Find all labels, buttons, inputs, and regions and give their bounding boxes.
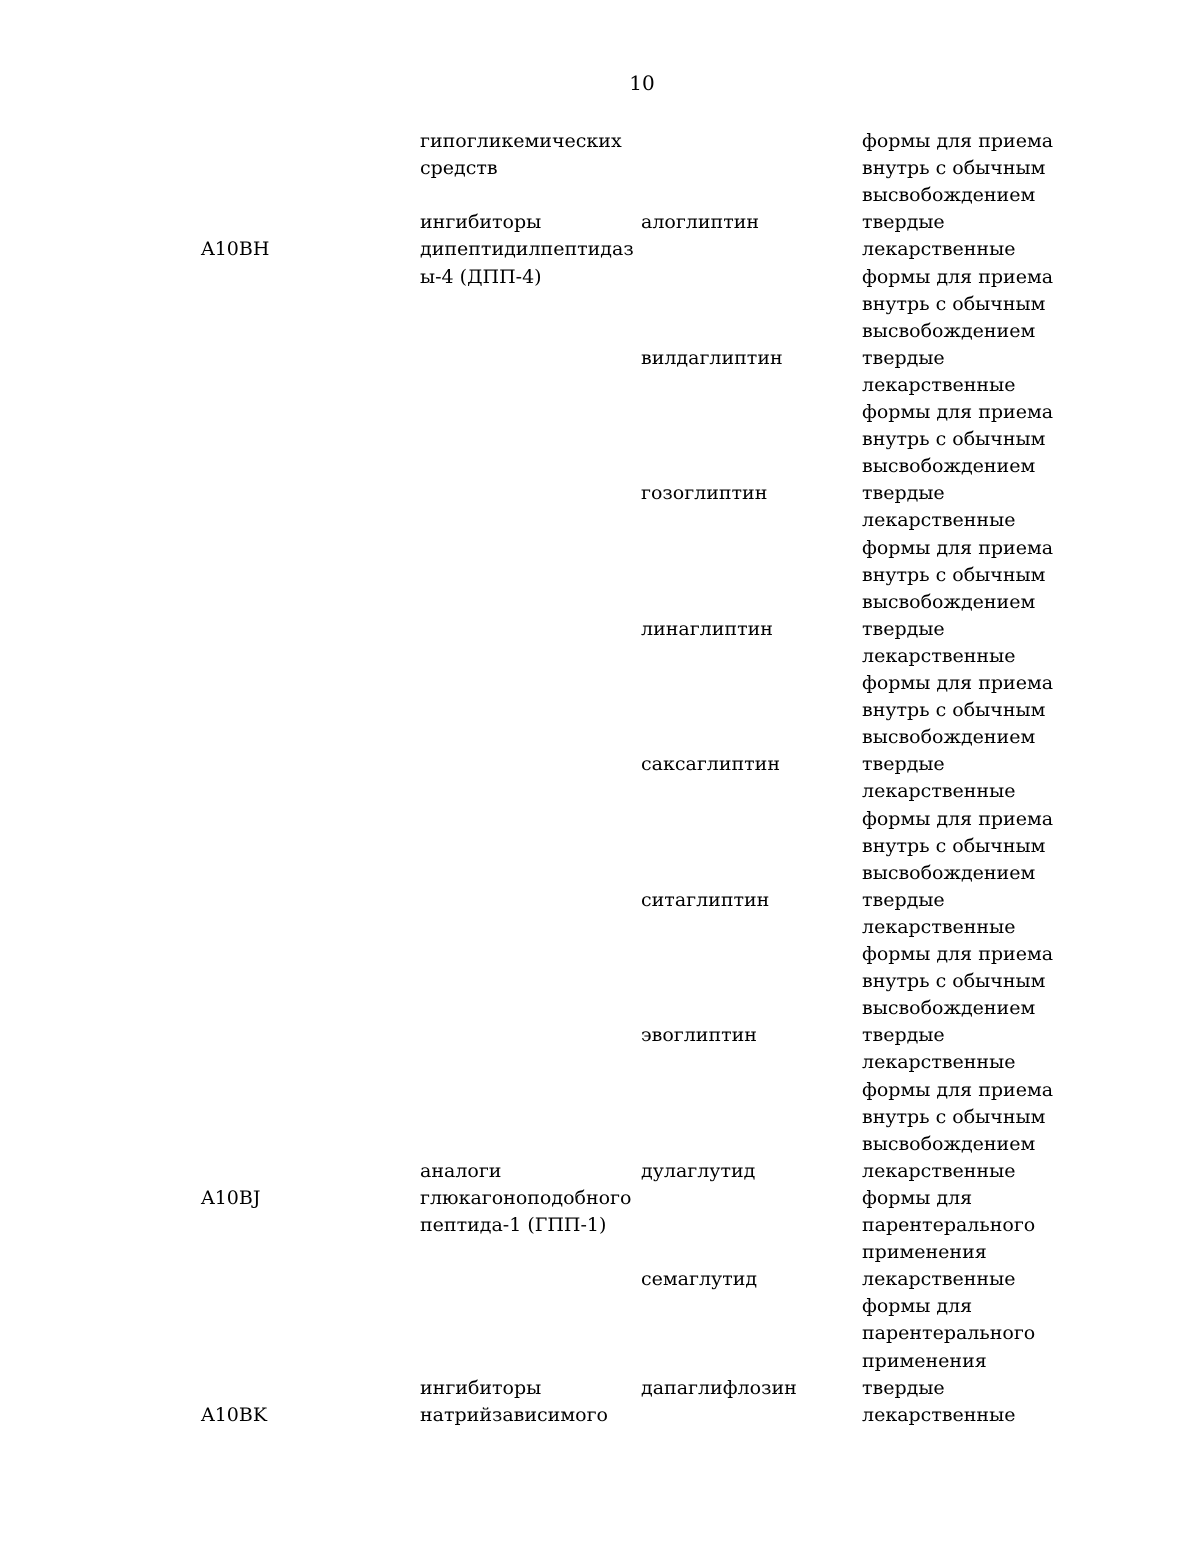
- atc-code: A10BJ: [201, 1186, 261, 1209]
- dosage-form-text: формы для приема: [862, 672, 1054, 694]
- drug-name: семаглутид: [641, 1268, 758, 1291]
- dosage-form-text: высвобождением: [862, 590, 1036, 613]
- dosage-form-text: внутрь с обычным: [862, 157, 1046, 180]
- drug-name: дапаглифлозин: [641, 1376, 797, 1399]
- dosage-form-text: высвобождением: [862, 319, 1036, 342]
- dosage-form-text: парентерального: [862, 1214, 1036, 1236]
- dosage-form-text: твердые: [862, 888, 945, 911]
- dosage-form-text: лекарственные: [862, 915, 1016, 938]
- drug-name: линаглиптин: [641, 617, 773, 640]
- atc-code: A10BH: [201, 238, 270, 261]
- dosage-form-text: внутрь с обычным: [862, 428, 1046, 451]
- dosage-form-text: твердые: [862, 1376, 945, 1399]
- pharmacological-group-text: средств: [420, 157, 498, 180]
- dosage-form-text: лекарственные: [862, 1268, 1016, 1291]
- pharmacological-group-text: дипептидилпептидаз: [420, 238, 634, 261]
- dosage-form-text: формы для приема: [862, 943, 1054, 965]
- dosage-form-text: лекарственные: [862, 509, 1016, 532]
- dosage-form-text: твердые: [862, 1024, 945, 1047]
- dosage-form-text: высвобождением: [862, 184, 1036, 207]
- dosage-form-text: лекарственные: [862, 373, 1016, 396]
- dosage-form-text: лекарственные: [862, 780, 1016, 803]
- dosage-form-text: формы для приема: [862, 536, 1054, 559]
- dosage-form-text: твердые: [862, 753, 945, 776]
- dosage-form-text: внутрь с обычным: [862, 292, 1046, 315]
- drug-name: эвоглиптин: [641, 1024, 757, 1047]
- dosage-form-text: применения: [862, 1241, 987, 1264]
- dosage-form-text: формы для приема: [862, 401, 1054, 423]
- pharmacological-group-text: пептида-1 (ГПП-1): [420, 1214, 607, 1236]
- dosage-form-text: внутрь с обычным: [862, 1105, 1046, 1128]
- dosage-form-text: твердые: [862, 211, 945, 234]
- dosage-form-text: твердые: [862, 482, 945, 505]
- dosage-form-text: лекарственные: [862, 238, 1016, 261]
- page-number: 10: [629, 71, 655, 95]
- dosage-form-text: лекарственные: [862, 1051, 1016, 1074]
- dosage-form-text: высвобождением: [862, 997, 1036, 1020]
- dosage-form-text: применения: [862, 1349, 987, 1372]
- pharmacological-group-text: ингибиторы: [420, 211, 542, 234]
- pharmacological-group-text: гипогликемических: [420, 130, 622, 152]
- dosage-form-text: лекарственные: [862, 1403, 1016, 1426]
- dosage-form-text: формы для: [862, 1295, 973, 1318]
- dosage-form-text: формы для приема: [862, 807, 1054, 830]
- dosage-form-text: парентерального: [862, 1322, 1036, 1345]
- dosage-form-text: высвобождением: [862, 455, 1036, 478]
- dosage-form-text: внутрь с обычным: [862, 563, 1046, 586]
- drug-name: гозоглиптин: [641, 482, 768, 505]
- dosage-form-text: высвобождением: [862, 861, 1036, 884]
- dosage-form-text: формы для приема: [862, 130, 1054, 152]
- dosage-form-text: лекарственные: [862, 1159, 1016, 1182]
- dosage-form-text: внутрь с обычным: [862, 699, 1046, 722]
- pharmacological-group-text: ингибиторы: [420, 1376, 542, 1399]
- drug-name: ситаглиптин: [641, 888, 770, 911]
- atc-code: A10BK: [201, 1403, 268, 1426]
- dosage-form-text: высвобождением: [862, 726, 1036, 749]
- dosage-form-text: внутрь с обычным: [862, 970, 1046, 993]
- drug-name: дулаглутид: [641, 1159, 756, 1182]
- dosage-form-text: внутрь с обычным: [862, 834, 1046, 857]
- dosage-form-text: формы для приема: [862, 1078, 1054, 1101]
- drug-name: вилдаглиптин: [641, 346, 783, 369]
- drug-name: алоглиптин: [641, 211, 760, 234]
- dosage-form-text: твердые: [862, 346, 945, 369]
- dosage-form-text: твердые: [862, 617, 945, 640]
- pharmacological-group-text: аналоги: [420, 1159, 502, 1182]
- dosage-form-text: формы для приема: [862, 265, 1054, 288]
- pharmacological-group-text: натрийзависимого: [420, 1403, 608, 1426]
- drug-name: саксаглиптин: [641, 753, 781, 776]
- dosage-form-text: формы для: [862, 1186, 973, 1209]
- dosage-form-text: лекарственные: [862, 644, 1016, 667]
- pharmacological-group-text: ы-4 (ДПП-4): [420, 265, 542, 288]
- dosage-form-text: высвобождением: [862, 1132, 1036, 1155]
- pharmacological-group-text: глюкагоноподобного: [420, 1186, 632, 1209]
